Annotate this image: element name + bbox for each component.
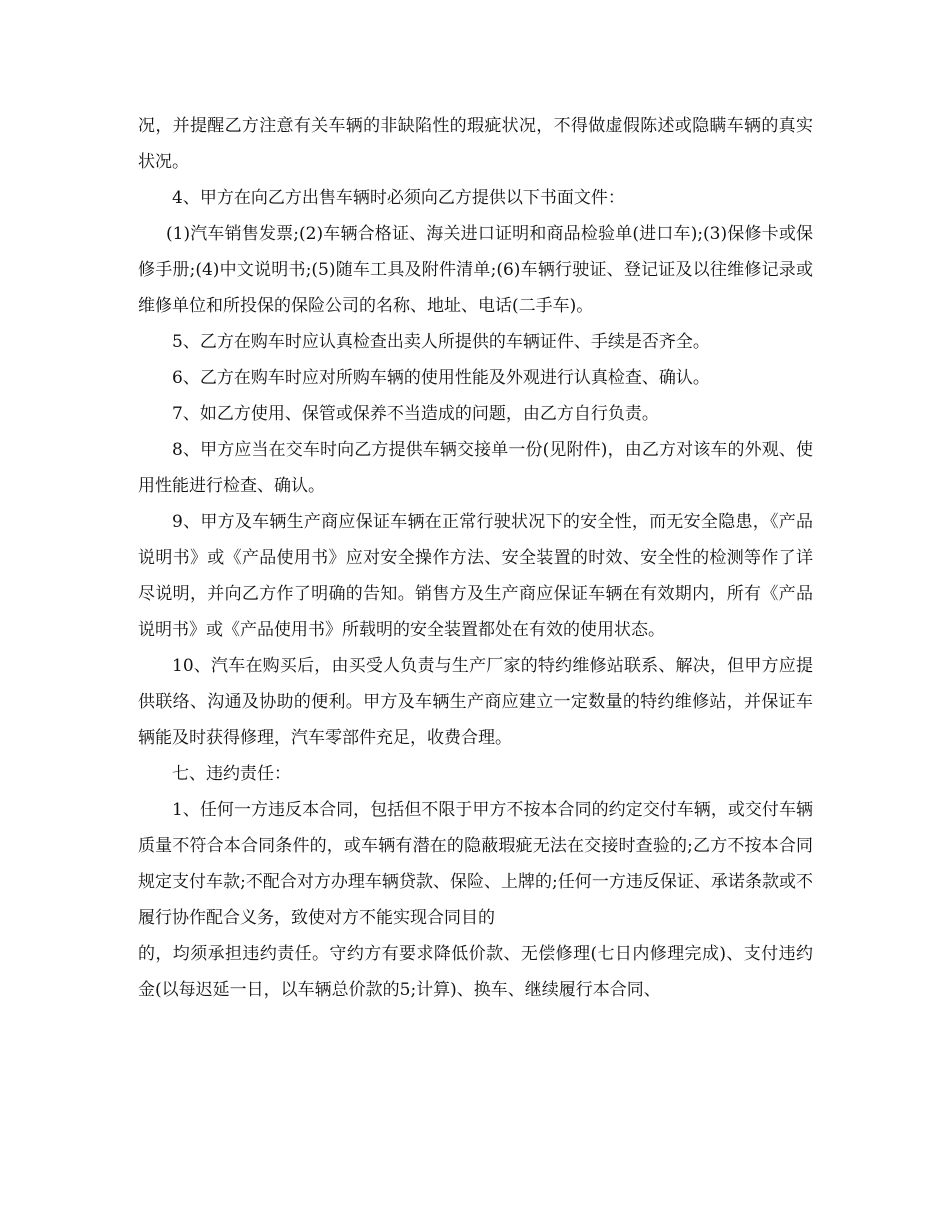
paragraph-clause-5: 5、乙方在购车时应认真检查出卖人所提供的车辆证件、手续是否齐全。 <box>172 332 710 352</box>
paragraph-clause-4: 4、甲方在向乙方出售车辆时必须向乙方提供以下书面文件： <box>172 188 625 208</box>
paragraph-breach-clause-1: 1、任何一方违反本合同，包括但不限于甲方不按本合同的约定交付车辆，或交付车辆质量不符合本合同条件的，或车辆有潜在的隐蔽瑕疵无法在交接时查验的;乙方不按本合同规定支付车款;不配合对方办理车辆贷款、保险、上牌的;任何一方违反保证、承诺条款或不履行协作配合义务，致使对方不能实现合同目的 <box>138 800 813 928</box>
section-heading-breach-liability: 七、违约责任： <box>172 764 291 784</box>
paragraph-continuation: 况，并提醒乙方注意有关车辆的非缺陷性的瑕疵状况，不得做虚假陈述或隐瞒车辆的真实状况。 <box>138 116 813 172</box>
paragraph-clause-9: 9、甲方及车辆生产商应保证车辆在正常行驶状况下的安全性，而无安全隐患，《产品说明书》或《产品使用书》应对安全操作方法、安全装置的时效、安全性的检测等作了详尽说明，并向乙方作了明确的告知。销售方及生产商应保证车辆在有效期内，所有《产品说明书》或《产品使用书》所载明的安全装置都处在有效的使用状态。 <box>138 512 813 640</box>
paragraph-breach-clause-1-continued: 的，均须承担违约责任。守约方有要求降低价款、无偿修理(七日内修理完成)、支付违约金(以每迟延一日，以车辆总价款的5;计算)、换车、继续履行本合同、 <box>138 944 813 1000</box>
paragraph-clause-10: 10、汽车在购买后，由买受人负责与生产厂家的特约维修站联系、解决，但甲方应提供联络、沟通及协助的便利。甲方及车辆生产商应建立一定数量的特约维修站，并保证车辆能及时获得修理，汽车零部件充足，收费合理。 <box>138 656 813 748</box>
paragraph-clause-6: 6、乙方在购车时应对所购车辆的使用性能及外观进行认真检查、确认。 <box>172 368 710 388</box>
paragraph-document-list: (1)汽车销售发票;(2)车辆合格证、海关进口证明和商品检验单(进口车);(3)保修卡或保修手册;(4)中文说明书;(5)随车工具及附件清单;(6)车辆行驶证、登记证及以往维修记录或维修单位和所投保的保险公司的名称、地址、电话(二手车)。 <box>138 224 813 316</box>
document-body <box>138 108 813 1008</box>
paragraph-clause-8: 8、甲方应当在交车时向乙方提供车辆交接单一份(见附件)，由乙方对该车的外观、使用性能进行检查、确认。 <box>138 440 813 496</box>
paragraph-clause-7: 7、如乙方使用、保管或保养不当造成的问题，由乙方自行负责。 <box>172 404 659 424</box>
